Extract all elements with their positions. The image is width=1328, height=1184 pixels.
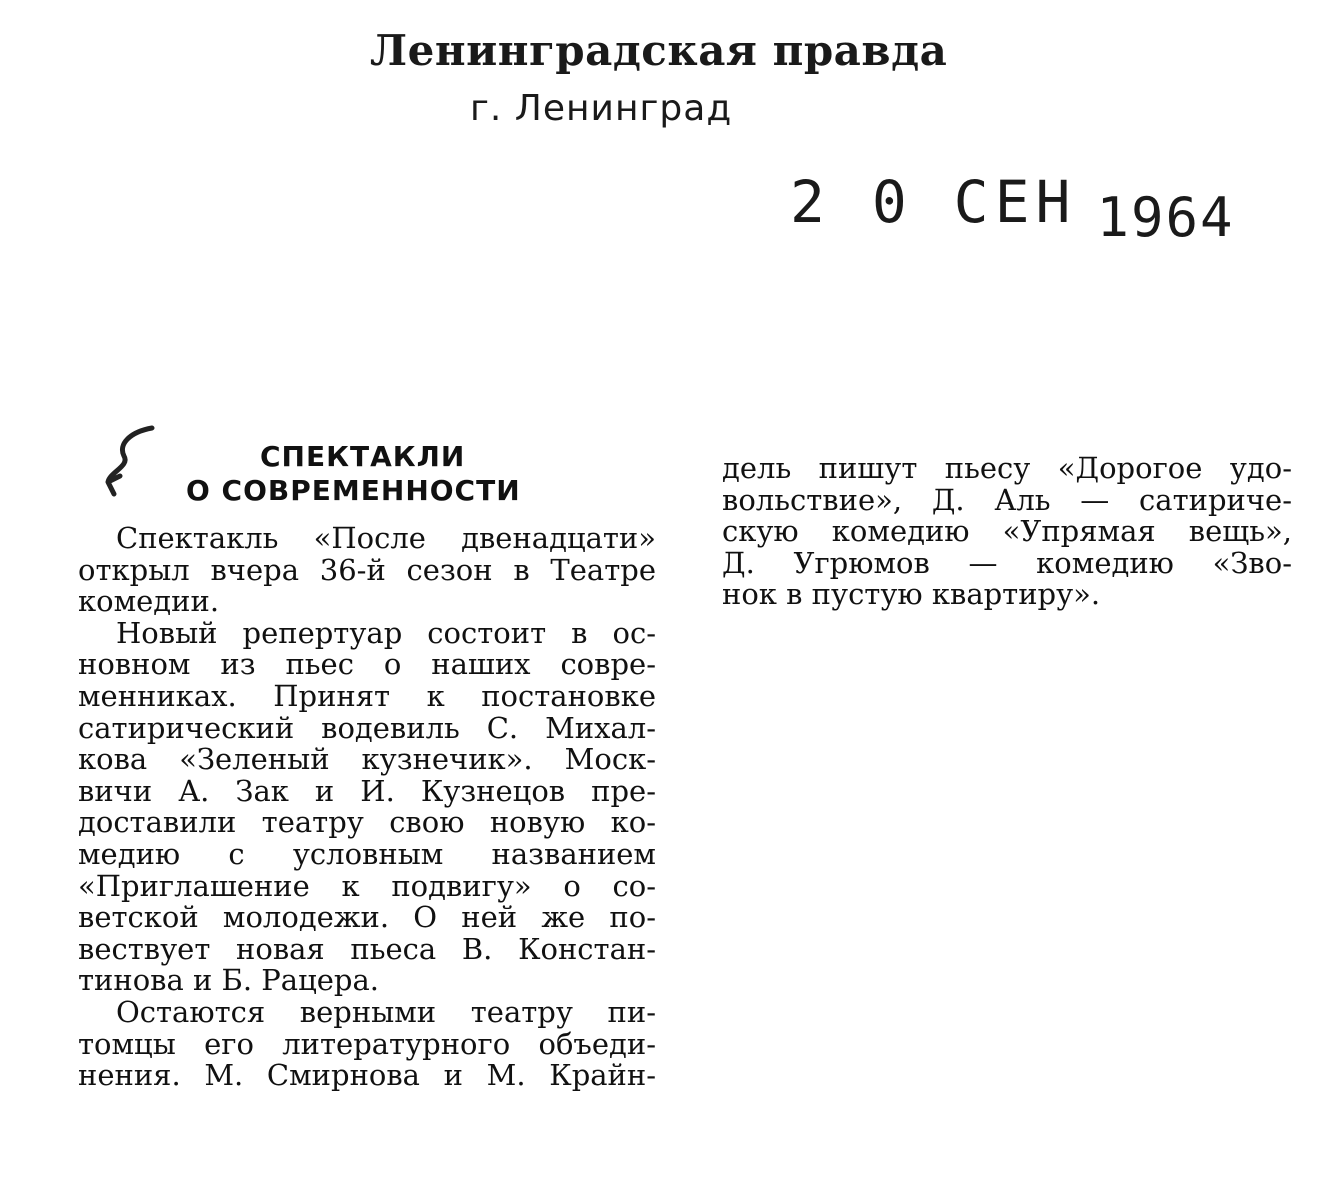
text-line: дель пишут пьесу «Дорогое удо- [722, 451, 1292, 485]
text-line: ветской молодежи. О ней же по- [78, 900, 656, 935]
text-line: Д. Угрюмов — комедию «Зво- [722, 545, 1292, 580]
date-stamp-day: 2 0 СЕН [790, 168, 1077, 236]
article-column-right [722, 453, 1292, 611]
headline-line-1: СПЕКТАКЛИ [260, 440, 466, 473]
text-line: Новый репертуар состоит в ос- [116, 615, 656, 650]
text-line: нок в пустую квартиру». [722, 577, 1101, 612]
text-line: Остаются верными театру пи- [116, 994, 656, 1029]
date-stamp-year: 1964 [1096, 186, 1235, 249]
headline-line-2: О СОВРЕМЕННОСТИ [186, 474, 521, 507]
text-line: комедии. [78, 584, 220, 619]
date-stamp [790, 168, 1235, 249]
text-line: тинова и Б. Рацера. [78, 963, 379, 998]
text-line: нения. М. Смирнова и М. Крайн- [78, 1058, 656, 1093]
text-line: открыл вчера 36-й сезон в Театре [78, 552, 656, 587]
newspaper-city: г. Ленинград [470, 88, 733, 129]
article-headline [186, 440, 556, 508]
text-line: томцы его литературного объеди- [78, 1026, 656, 1061]
text-line: «Приглашение к подвигу» о со- [78, 868, 656, 903]
newspaper-name: Ленинградская правда [370, 26, 948, 75]
text-line: новном из пьес о наших совре- [78, 647, 656, 682]
text-line: кова «Зеленый кузнечик». Моск- [78, 742, 656, 777]
text-line: менниках. Принят к постановке [78, 678, 656, 713]
text-line: медию с условным названием [78, 836, 656, 871]
text-line: вествует новая пьеса В. Констан- [78, 931, 656, 966]
text-line: вичи А. Зак и И. Кузнецов пре- [78, 773, 656, 808]
text-line: вольствие», Д. Аль — сатириче- [722, 482, 1292, 517]
text-line: сатирический водевиль С. Михал- [78, 710, 656, 745]
text-line: Спектакль «После двенадцати» [116, 521, 656, 555]
text-line: доставили театру свою новую ко- [78, 805, 656, 840]
pencil-mark-icon [100, 422, 160, 502]
article-column-left [78, 523, 656, 1092]
text-line: скую комедию «Упрямая вещь», [722, 514, 1292, 549]
